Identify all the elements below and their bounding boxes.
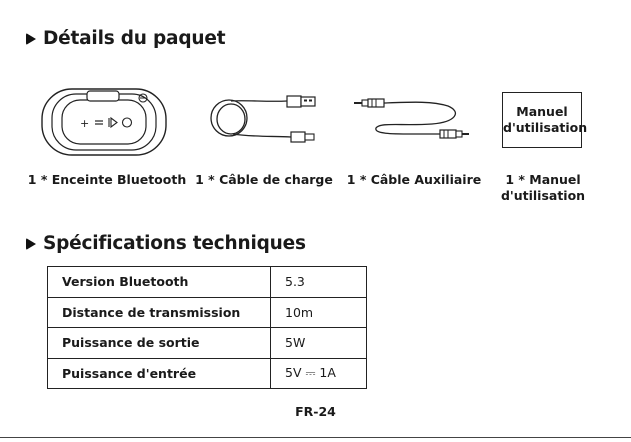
svg-text:+: + xyxy=(80,117,90,130)
package-item-caption: 1 * Câble de charge xyxy=(195,172,333,187)
page-number: FR-24 xyxy=(295,404,336,419)
manual-cover-line2: d'utilisation xyxy=(503,120,588,135)
charging-cable-icon xyxy=(207,88,327,150)
play-bullet-icon xyxy=(26,33,36,45)
package-details-heading xyxy=(26,28,225,49)
bottom-divider xyxy=(0,437,631,438)
spec-label: Puissance de sortie xyxy=(48,328,271,359)
package-item-caption: 1 * Manuel d'utilisation xyxy=(500,172,586,203)
aux-cable-icon xyxy=(352,92,470,144)
table-row xyxy=(48,297,367,328)
spec-value: 10m xyxy=(271,297,367,328)
spec-label: Distance de transmission xyxy=(48,297,271,328)
package-details-title: Détails du paquet xyxy=(43,28,226,49)
bluetooth-speaker-icon xyxy=(40,86,168,158)
spec-label: Puissance d'entrée xyxy=(48,358,271,389)
table-row xyxy=(48,267,367,298)
table-row xyxy=(48,358,367,389)
spec-value: 5V ⎓ 1A xyxy=(271,358,367,389)
spec-value: 5W xyxy=(271,328,367,359)
manual-cover-line1: Manuel xyxy=(516,104,568,119)
package-item-caption: 1 * Câble Auxiliaire xyxy=(346,172,482,187)
tech-specs-heading xyxy=(26,233,306,254)
spec-label: Version Bluetooth xyxy=(48,267,271,298)
tech-specs-title: Spécifications techniques xyxy=(43,233,306,254)
spec-value: 5.3 xyxy=(271,267,367,298)
specs-table xyxy=(47,266,367,389)
package-item-caption: 1 * Enceinte Bluetooth xyxy=(27,172,187,187)
table-row xyxy=(48,328,367,359)
play-bullet-icon xyxy=(26,238,36,250)
user-manual-icon xyxy=(502,92,588,148)
